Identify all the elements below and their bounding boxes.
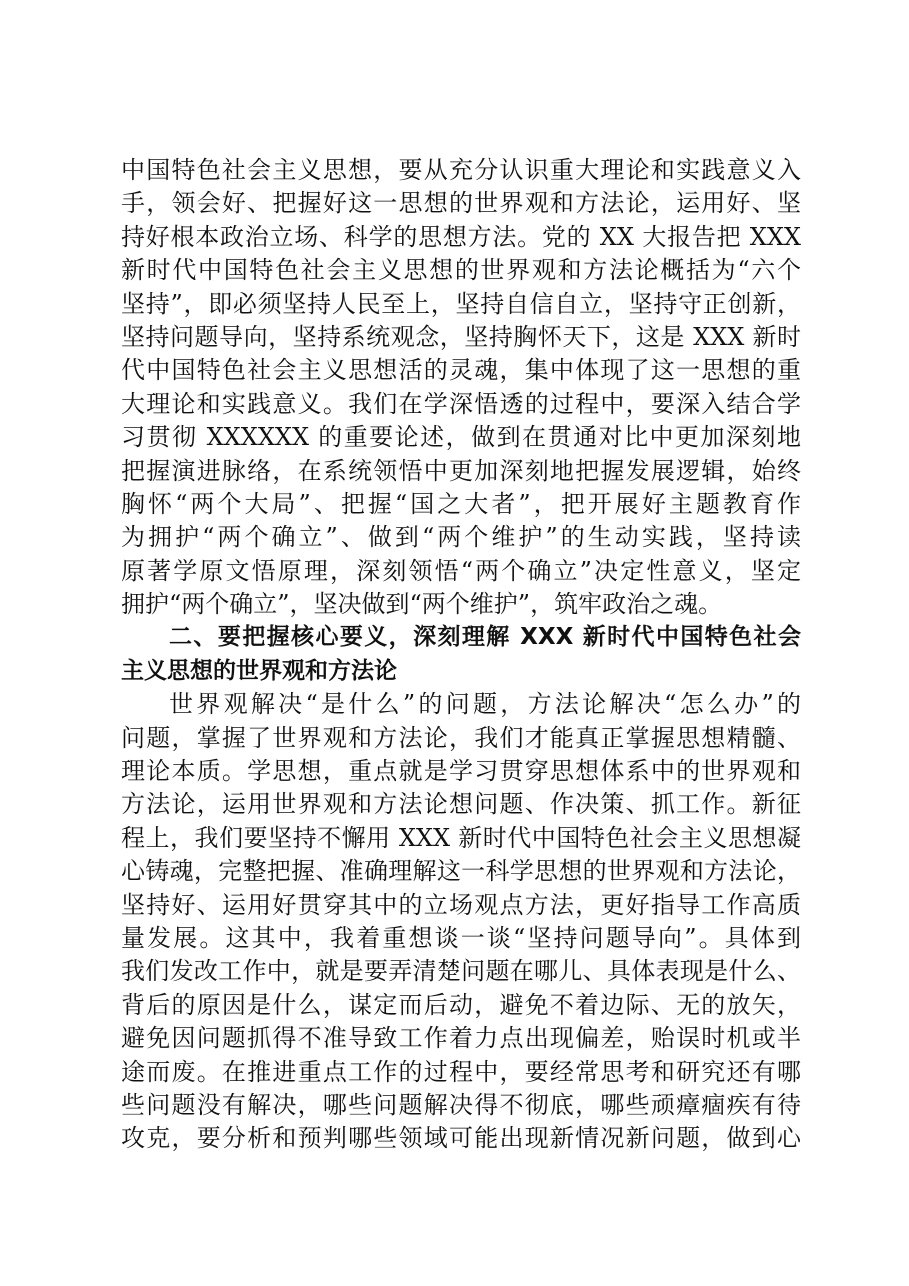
text-line: 代中国特色社会主义思想活的灵魂，集中体现了这一思想的重 xyxy=(121,356,801,385)
text-line: 些问题没有解决，哪些问题解决得不彻底，哪些顽瘴痼疾有待 xyxy=(121,1090,801,1119)
text-line: 背后的原因是什么，谋定而后动，避免不着边际、无的放矢， xyxy=(121,990,801,1019)
document-body xyxy=(121,154,801,1156)
text-line: 把握演进脉络，在系统领悟中更加深刻地把握发展逻辑，始终 xyxy=(121,456,801,485)
text-line: 习贯彻 XXXXXX 的重要论述，做到在贯通对比中更加深刻地 xyxy=(121,423,801,452)
heading-line: 主义思想的世界观和方法论 xyxy=(121,657,397,684)
text-line: 我们发改工作中，就是要弄清楚问题在哪儿、具体表现是什么、 xyxy=(121,957,801,986)
text-line: 新时代中国特色社会主义思想的世界观和方法论概括为“六个 xyxy=(121,256,801,285)
text-line: 量发展。这其中，我着重想谈一谈“坚持问题导向”。具体到 xyxy=(121,923,801,952)
text-line: 世界观解决“是什么”的问题，方法论解决“怎么办”的 xyxy=(169,690,801,719)
text-line: 原著学原文悟原理，深刻领悟“两个确立”决定性意义，坚定 xyxy=(121,556,801,585)
text-line: 手，领会好、把握好这一思想的世界观和方法论，运用好、坚 xyxy=(121,189,801,218)
text-line: 胸怀“两个大局”、把握“国之大者”，把开展好主题教育作 xyxy=(121,489,801,518)
text-line: 攻克，要分析和预判哪些领域可能出现新情况新问题，做到心 xyxy=(121,1124,801,1153)
text-line: 程上，我们要坚持不懈用 XXX 新时代中国特色社会主义思想凝 xyxy=(121,823,801,852)
paragraph-continuation xyxy=(121,154,801,621)
text-line: 为拥护“两个确立”、做到“两个维护”的生动实践，坚持读 xyxy=(121,523,801,552)
text-line: 途而废。在推进重点工作的过程中，要经常思考和研究还有哪 xyxy=(121,1057,801,1086)
text-line: 中国特色社会主义思想，要从充分认识重大理论和实践意义入 xyxy=(121,156,801,184)
text-line: 心铸魂，完整把握、准确理解这一科学思想的世界观和方法论， xyxy=(121,857,801,886)
text-line: 持好根本政治立场、科学的思想方法。党的 XX 大报告把 XXX xyxy=(121,222,801,251)
heading-line: 二、要把握核心要义，深刻理解 XXX 新时代中国特色社会 xyxy=(169,624,801,651)
paragraph xyxy=(121,688,801,1155)
section-heading xyxy=(121,621,801,688)
text-line: 避免因问题抓得不准导致工作着力点出现偏差，贻误时机或半 xyxy=(121,1024,801,1053)
text-line: 理论本质。学思想，重点就是学习贯穿思想体系中的世界观和 xyxy=(121,757,801,786)
text-line: 坚持”，即必须坚持人民至上，坚持自信自立，坚持守正创新， xyxy=(121,289,801,318)
text-line: 问题，掌握了世界观和方法论，我们才能真正掌握思想精髓、 xyxy=(121,723,801,752)
text-line: 方法论，运用世界观和方法论想问题、作决策、抓工作。新征 xyxy=(121,790,801,819)
text-line: 坚持问题导向，坚持系统观念，坚持胸怀天下，这是 XXX 新时 xyxy=(121,322,801,351)
text-line: 坚持好、运用好贯穿其中的立场观点方法，更好指导工作高质 xyxy=(121,890,801,919)
text-line: 拥护“两个确立”，坚决做到“两个维护”，筑牢政治之魂。 xyxy=(121,590,723,619)
text-line: 大理论和实践意义。我们在学深悟透的过程中，要深入结合学 xyxy=(121,389,801,418)
